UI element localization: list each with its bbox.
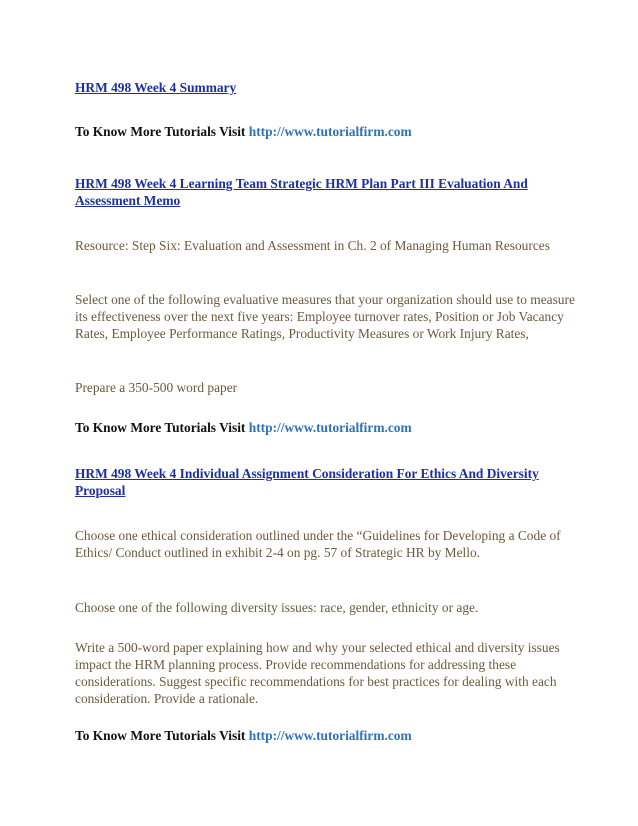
tutorials-cta-2 (75, 419, 575, 436)
cta-label: To Know More Tutorials Visit (75, 124, 249, 139)
tutorialfirm-link[interactable]: http://www.tutorialfirm.com (248, 124, 412, 139)
ethics-choose-diversity-text: Choose one of the following diversity issues: race, gender, ethnicity or age. (75, 600, 479, 615)
tutorialfirm-link[interactable]: http://www.tutorialfirm.com (248, 420, 412, 435)
cta-label: To Know More Tutorials Visit (75, 728, 249, 743)
ethics-choose-consideration-text: Choose one ethical consideration outlined under the “Guidelines for Developing a Code of Ethics/ Conduct outlined in exhibit 2-4 on pg. 57 of Strategic HR by Mello. (75, 528, 561, 560)
memo-prepare-text: Prepare a 350-500 word paper (75, 380, 238, 395)
tutorialfirm-link[interactable]: http://www.tutorialfirm.com (248, 728, 412, 743)
cta-label: To Know More Tutorials Visit (75, 420, 249, 435)
memo-resource-text: Resource: Step Six: Evaluation and Assessment in Ch. 2 of Managing Human Resources (75, 238, 550, 253)
tutorials-cta-3 (75, 727, 575, 744)
tutorials-cta-1 (75, 123, 575, 140)
ethics-title-link[interactable]: HRM 498 Week 4 Individual Assignment Consideration For Ethics And Diversity Proposal (75, 466, 539, 498)
ethics-write-text: Write a 500-word paper explaining how and why your selected ethical and diversity issues impact the HRM planning process. Provide recommendations for addressing these considerations. Suggest specific recommendations for best practices for dealing with each consideration. Provide a rationale. (75, 640, 560, 706)
memo-title-link[interactable]: HRM 498 Week 4 Learning Team Strategic HRM Plan Part III Evaluation And Assessment Memo (75, 176, 528, 208)
memo-select-text: Select one of the following evaluative measures that your organization should use to measure its effectiveness over the next five years: Employee turnover rates, Position or Job Vacancy Rates, Employee Performance Ratings, Productivity Measures or Work Injury Rates, (75, 292, 575, 341)
summary-title-link[interactable]: HRM 498 Week 4 Summary (75, 80, 237, 95)
